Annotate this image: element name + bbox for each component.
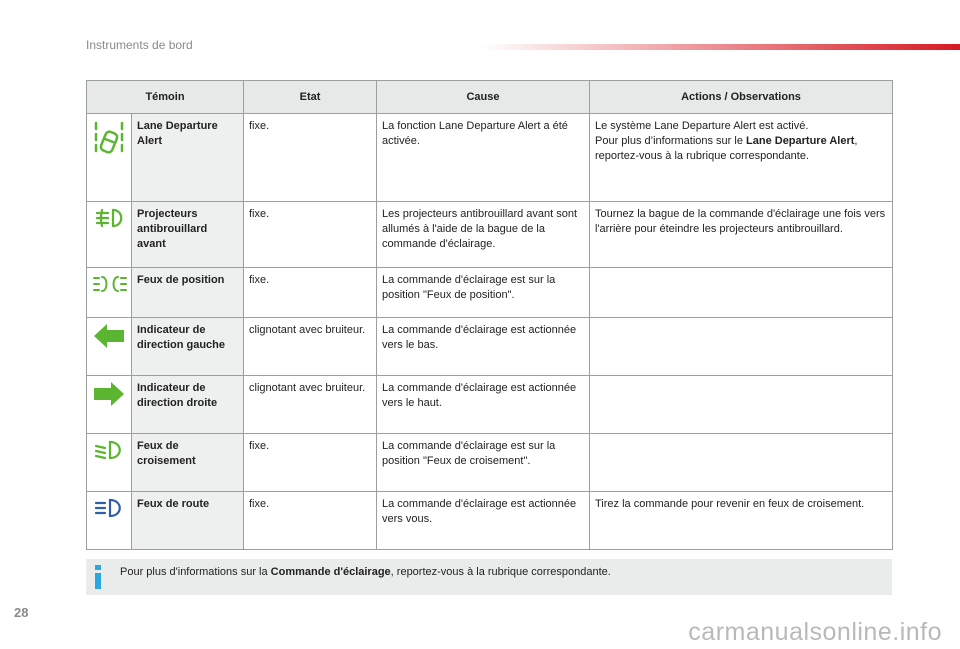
left-arrow-icon <box>87 318 132 376</box>
column-header-etat: Etat <box>244 81 377 114</box>
indicator-state: fixe. <box>244 114 377 202</box>
indicator-action <box>590 434 893 492</box>
indicator-cause: La fonction Lane Departure Alert a été activée. <box>377 114 590 202</box>
indicator-name: Feux de route <box>132 492 244 550</box>
table-header-row <box>87 81 893 114</box>
low-beam-icon <box>87 434 132 492</box>
column-header-temoin: Témoin <box>87 81 244 114</box>
indicator-name: Lane Departure Alert <box>132 114 244 202</box>
page-number: 28 <box>14 605 29 620</box>
indicator-name: Indicateur de direction droite <box>132 376 244 434</box>
watermark: carmanualsonline.info <box>688 618 942 646</box>
position-lights-icon <box>87 268 132 318</box>
fog-lamp-icon <box>87 202 132 268</box>
info-note-prefix: Pour plus d'informations sur la <box>120 566 271 578</box>
indicator-name: Projecteurs antibrouillard avant <box>132 202 244 268</box>
indicator-action <box>590 376 893 434</box>
indicator-state: clignotant avec bruiteur. <box>244 318 377 376</box>
right-arrow-icon <box>87 376 132 434</box>
lane-departure-icon <box>87 114 132 202</box>
indicator-state: fixe. <box>244 492 377 550</box>
action-text-bold: Lane Departure Alert <box>746 135 855 147</box>
high-beam-icon <box>87 492 132 550</box>
indicator-cause: La commande d'éclairage est sur la position "Feux de croisement". <box>377 434 590 492</box>
indicator-state: fixe. <box>244 202 377 268</box>
action-text-prefix: Pour plus d’informations sur le <box>595 135 747 147</box>
action-text-suffix: , reportez-vous à la rubrique correspondante. <box>595 135 858 162</box>
info-note <box>86 559 892 595</box>
column-header-actions: Actions / Observations <box>590 81 893 114</box>
indicator-cause: La commande d'éclairage est actionnée vers vous. <box>377 492 590 550</box>
table-row <box>87 268 893 318</box>
indicator-action <box>590 318 893 376</box>
indicator-action: Tirez la commande pour revenir en feux de croisement. <box>590 492 893 550</box>
indicator-action <box>590 268 893 318</box>
indicator-cause: La commande d'éclairage est actionnée vers le haut. <box>377 376 590 434</box>
indicator-action <box>590 114 893 202</box>
indicator-name: Indicateur de direction gauche <box>132 318 244 376</box>
table-row <box>87 492 893 550</box>
indicator-cause: Les projecteurs antibrouillard avant sont allumés à l'aide de la bague de la commande d'éclairage. <box>377 202 590 268</box>
indicator-name: Feux de position <box>132 268 244 318</box>
info-note-link-text: Commande d'éclairage <box>270 566 391 578</box>
table-row <box>87 318 893 376</box>
info-note-suffix: , reportez-vous à la rubrique correspondante. <box>390 566 611 578</box>
indicator-cause: La commande d'éclairage est actionnée vers le bas. <box>377 318 590 376</box>
column-header-cause: Cause <box>377 81 590 114</box>
indicator-cause: La commande d'éclairage est sur la position "Feux de position". <box>377 268 590 318</box>
action-text-line1: Le système Lane Departure Alert est activé. <box>595 120 809 132</box>
header-accent-bar <box>480 44 960 50</box>
page-section-title: Instruments de bord <box>86 38 193 52</box>
info-note-text <box>120 566 611 578</box>
indicator-state: clignotant avec bruiteur. <box>244 376 377 434</box>
table-row <box>87 114 893 202</box>
table-row <box>87 434 893 492</box>
indicator-state: fixe. <box>244 268 377 318</box>
indicator-state: fixe. <box>244 434 377 492</box>
table-row <box>87 202 893 268</box>
indicator-name: Feux de croisement <box>132 434 244 492</box>
table-row <box>87 376 893 434</box>
info-icon <box>94 565 102 589</box>
indicator-action: Tournez la bague de la commande d'éclairage une fois vers l'arrière pour éteindre les projecteurs antibrouillard. <box>590 202 893 268</box>
indicator-table <box>86 80 893 550</box>
